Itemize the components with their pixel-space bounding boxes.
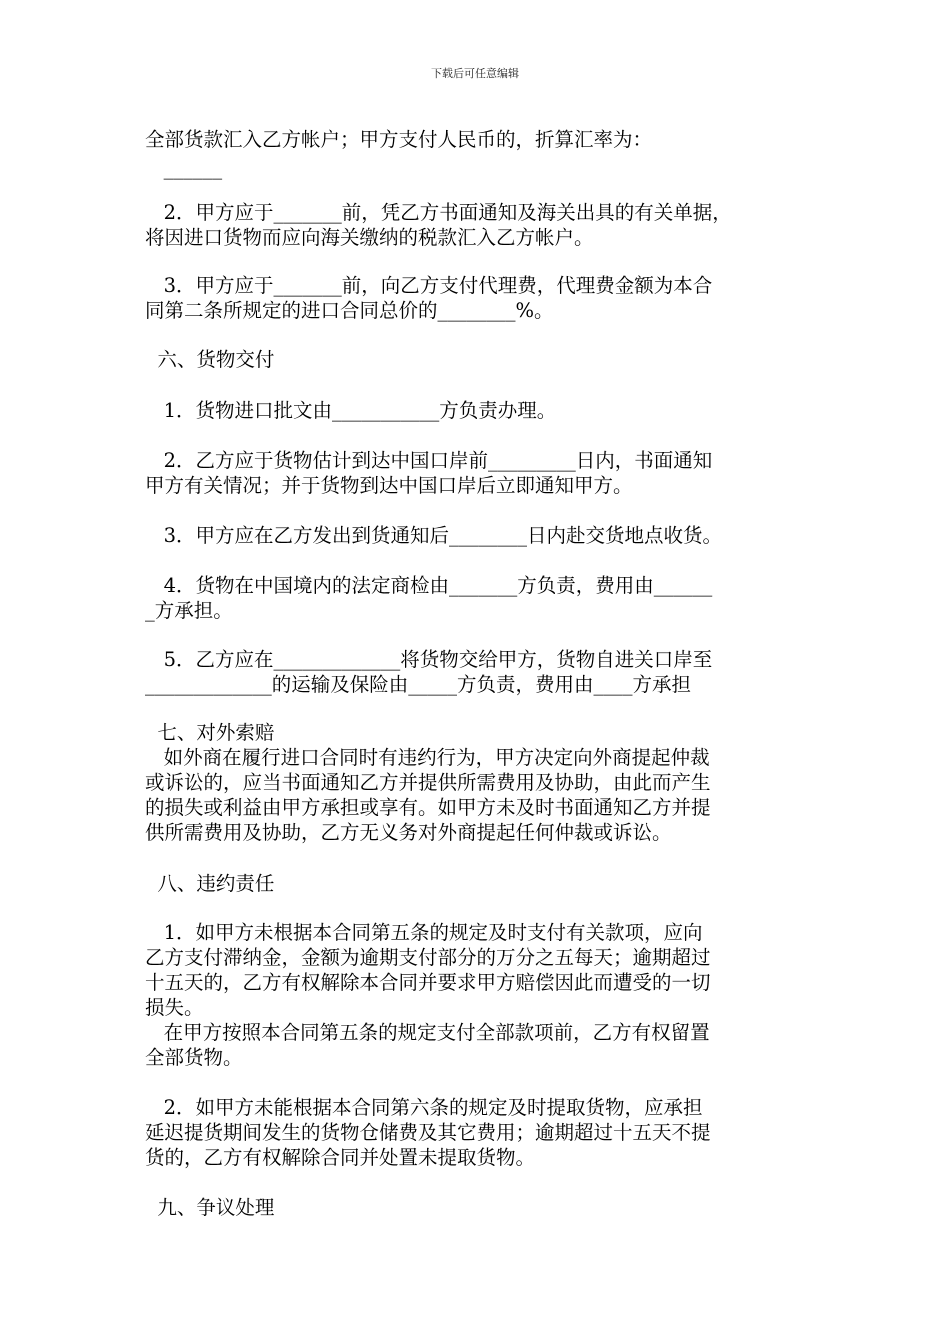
text-line: 3．甲方应于_______前，向乙方支付代理费，代理费金额为本合 xyxy=(145,274,713,297)
text-line: 1．如甲方未根据本合同第五条的规定及时支付有关款项，应向 xyxy=(145,921,703,944)
text-line: 乙方支付滞纳金，金额为逾期支付部分的万分之五每天；逾期超过 xyxy=(145,946,711,969)
text-line: 全部货款汇入乙方帐户；甲方支付人民币的，折算汇率为： xyxy=(145,128,653,151)
section-heading: 七、对外索赔 xyxy=(145,721,275,744)
text-line: 将因进口货物而应向海关缴纳的税款汇入乙方帐户。 xyxy=(145,226,594,249)
text-line: 在甲方按照本合同第五条的规定支付全部款项前，乙方有权留置 xyxy=(145,1021,710,1044)
text-line: 或诉讼的，应当书面通知乙方并提供所需费用及协助，由此而产生 xyxy=(145,771,711,794)
section-heading: 八、违约责任 xyxy=(145,872,275,895)
text-line: 十五天的，乙方有权解除本合同并要求甲方赔偿因此而遭受的一切 xyxy=(145,971,711,994)
section-heading: 六、货物交付 xyxy=(145,348,275,371)
text-line: 4．货物在中国境内的法定商检由_______方负责，费用由______ xyxy=(145,574,713,597)
text-line: _____________的运输及保险由_____方负责，费用由____方承担 xyxy=(145,673,692,696)
page-header: 下载后可任意编辑 xyxy=(431,67,519,80)
text-line: 甲方有关情况；并于货物到达中国口岸后立即通知甲方。 xyxy=(145,474,633,497)
text-line: 同第二条所规定的进口合同总价的________%。 xyxy=(145,299,554,322)
text-line: 货的，乙方有权解除合同并处置未提取货物。 xyxy=(145,1146,536,1169)
text-line: 延迟提货期间发生的货物仓储费及其它费用；逾期超过十五天不提 xyxy=(145,1121,711,1144)
text-line: _方承担。 xyxy=(145,599,233,622)
text-line: 供所需费用及协助，乙方无义务对外商提起任何仲裁或诉讼。 xyxy=(145,821,672,844)
text-line: 2．乙方应于货物估计到达中国口岸前_________日内，书面通知 xyxy=(145,449,713,472)
text-line: ______ xyxy=(145,157,223,180)
text-line: 1．货物进口批文由___________方负责办理。 xyxy=(145,399,557,422)
text-line: 5．乙方应在_____________将货物交给甲方，货物自进关口岸至 xyxy=(145,648,713,671)
text-line: 的损失或利益由甲方承担或享有。如甲方未及时书面通知乙方并提 xyxy=(145,796,711,819)
text-line: 全部货物。 xyxy=(145,1046,243,1069)
text-line: 3．甲方应在乙方发出到货通知后________日内赴交货地点收货。 xyxy=(145,524,723,547)
text-line: 2．甲方应于_______前，凭乙方书面通知及海关出具的有关单据， xyxy=(145,201,732,224)
section-heading: 九、争议处理 xyxy=(145,1196,275,1219)
text-line: 2．如甲方未能根据本合同第六条的规定及时提取货物，应承担 xyxy=(145,1096,703,1119)
text-line: 如外商在履行进口合同时有违约行为，甲方决定向外商提起仲裁 xyxy=(145,746,710,769)
text-line: 损失。 xyxy=(145,996,204,1019)
